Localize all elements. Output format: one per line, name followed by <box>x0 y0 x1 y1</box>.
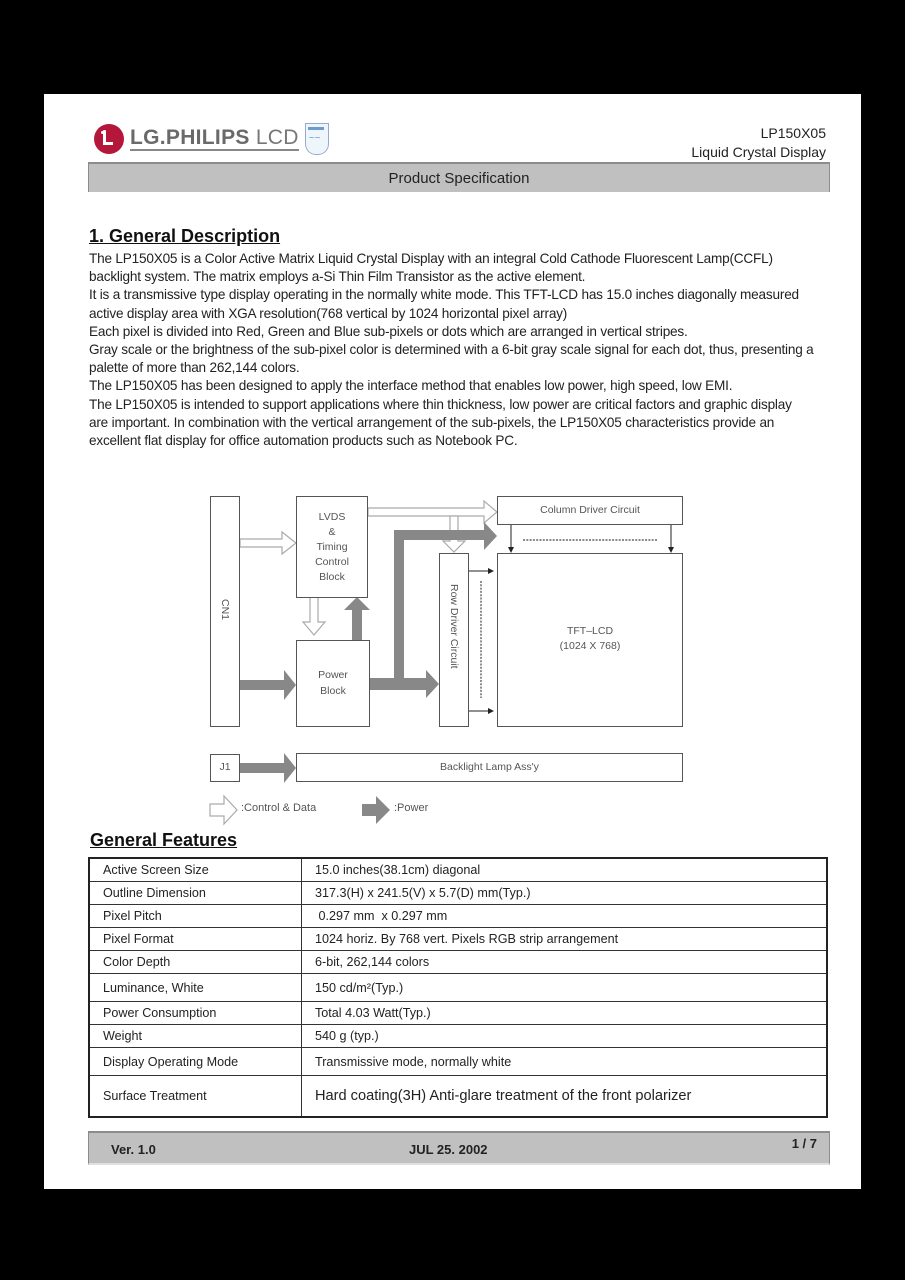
section-title: 1. General Description <box>89 226 281 246</box>
power-arrow <box>240 670 296 700</box>
table-row: Pixel Format 1024 horiz. By 768 vert. Pixels RGB strip arrangement <box>89 928 827 951</box>
features-table <box>88 857 828 1118</box>
date: JUL 25. 2002 <box>409 1142 488 1157</box>
model-number: LP150X05 <box>760 125 826 141</box>
control-arrow <box>303 597 325 635</box>
lvds-timing-control-block: LVDS & Timing Control Block <box>296 496 368 598</box>
paragraph: Gray scale or the brightness of the sub-pixel color is determined with a 6-bit gray scale signal for each dot, thus, presenting a palette of more than 262,144 colors. <box>89 342 814 376</box>
product-type: Liquid Crystal Display <box>691 144 826 160</box>
control-arrow <box>240 532 296 554</box>
table-row: Pixel Pitch 0.297 mm x 0.297 mm <box>89 905 827 928</box>
legend-control-label: :Control & Data <box>241 802 317 814</box>
paragraph: The LP150X05 is a Color Active Matrix Liquid Crystal Display with an integral Cold Cathode Fluorescent Lamp(CCFL) backlight system. The matrix employs a-Si Thin Film Transistor as the active element. <box>89 251 773 285</box>
paragraph: It is a transmissive type display operating in the normally white mode. This TFT-LCD has 15.0 inches diagonally measured active display area with XGA resolution(768 vertical by 1024 horizontal pixel array) <box>89 287 799 321</box>
page-footer <box>88 1131 830 1165</box>
spec-title-bar <box>88 162 830 192</box>
power-line <box>394 531 404 681</box>
spec-title: Product Specification <box>388 169 530 187</box>
lg-philips-logo <box>94 122 329 156</box>
brand-name: LG.PHILIPS <box>130 126 250 149</box>
j1-connector: J1 <box>210 754 240 782</box>
power-arrow <box>394 522 497 550</box>
cn1-connector <box>210 496 240 727</box>
legend-power-label: :Power <box>394 802 429 814</box>
power-block: Power Block <box>296 640 370 727</box>
document-page <box>44 94 861 1189</box>
row-driver-circuit: Row Driver Circuit <box>439 553 469 727</box>
legend-power-arrow-icon <box>362 796 390 824</box>
philips-shield-icon <box>305 123 329 155</box>
table-row: Weight 540 g (typ.) <box>89 1025 827 1048</box>
paragraph: Each pixel is divided into Red, Green and Blue sub-pixels or dots which are arranged in vertical stripes. <box>89 323 688 339</box>
table-row: Active Screen Size 15.0 inches(38.1cm) diagonal <box>89 858 827 882</box>
column-driver-circuit: Column Driver Circuit <box>497 496 683 525</box>
block-diagram <box>44 94 861 834</box>
power-arrow <box>344 597 370 640</box>
power-arrow <box>370 670 439 698</box>
backlight-lamp-assembly: Backlight Lamp Ass'y <box>296 753 683 782</box>
table-row: Power Consumption Total 4.03 Watt(Typ.) <box>89 1002 827 1025</box>
lg-logo-icon <box>94 124 124 154</box>
paragraph: The LP150X05 has been designed to apply the interface method that enables low power, high speed, low EMI. <box>89 378 733 394</box>
tft-lcd-panel: TFT–LCD (1024 X 768) <box>497 553 683 727</box>
legend-control-arrow-icon <box>210 796 237 824</box>
table-row: Luminance, White 150 cd/m²(Typ.) <box>89 974 827 1002</box>
table-row: Outline Dimension 317.3(H) x 241.5(V) x 5.7(D) mm(Typ.) <box>89 882 827 905</box>
table-row: Surface Treatment Hard coating(3H) Anti-glare treatment of the front polarizer <box>89 1076 827 1118</box>
control-arrow <box>443 516 465 552</box>
diagram-arrows <box>44 94 861 834</box>
cn1-label: CN1 <box>219 599 231 621</box>
model-info <box>691 124 826 162</box>
table-row: Display Operating Mode Transmissive mode, normally white <box>89 1048 827 1076</box>
brand-suffix: LCD <box>255 126 299 149</box>
table-row: Color Depth 6-bit, 262,144 colors <box>89 951 827 974</box>
general-description <box>89 250 814 450</box>
page-number: 1 / 7 <box>791 1136 817 1151</box>
power-arrow <box>240 753 296 783</box>
paragraph: The LP150X05 is intended to support applications where thin thickness, low power are critical factors and graphic display are important. In combination with the vertical arrangement of the sub-pixels, the LP150X05 characteristics provide an excellent flat display for office automation products such as Notebook PC. <box>89 396 792 449</box>
version: Ver. 1.0 <box>111 1142 156 1157</box>
control-arrow <box>368 501 497 523</box>
features-title: General Features <box>90 830 238 850</box>
